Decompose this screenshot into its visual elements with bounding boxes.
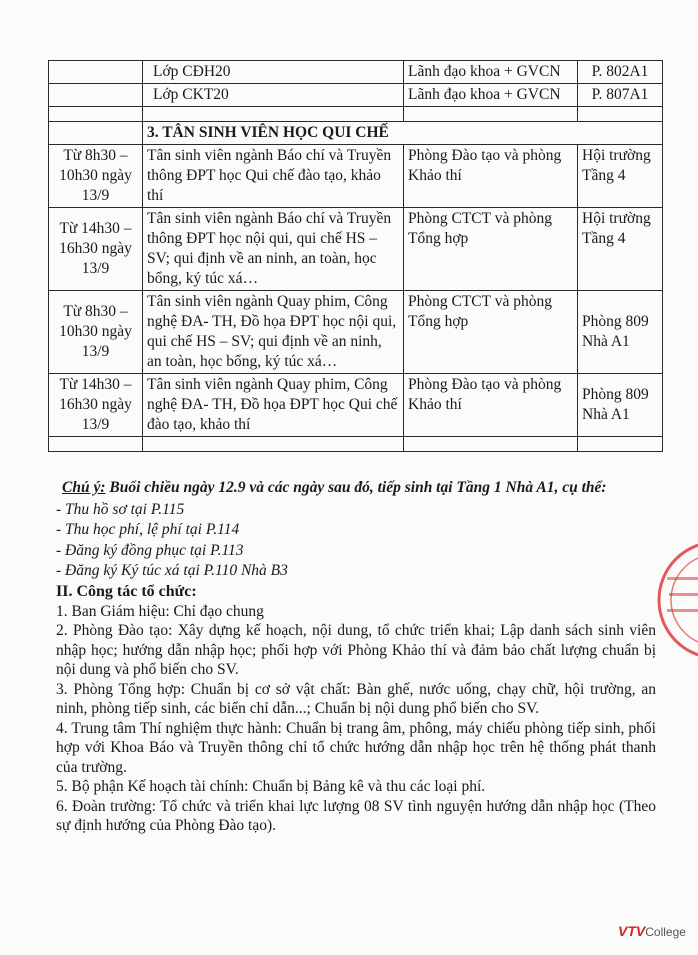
unit-cell: Lãnh đạo khoa + GVCN (404, 61, 578, 84)
table-row (49, 61, 663, 84)
time-cell (49, 84, 143, 107)
time-cell: Từ 8h30 – 10h30 ngày 13/9 (49, 145, 143, 208)
table-row (49, 145, 663, 208)
content-cell: Tân sinh viên ngành Báo chí và Truyền thông ĐPT học Qui chế đào tạo, khảo thí (143, 145, 404, 208)
note-heading (56, 478, 656, 498)
notes-block (56, 478, 656, 836)
unit-cell: Phòng Đào tạo và phòng Khảo thí (404, 374, 578, 437)
content-cell: Lớp CKT20 (143, 84, 404, 107)
section-heading: 3. TÂN SINH VIÊN HỌC QUI CHẾ (143, 122, 663, 145)
stamp-icon (655, 535, 698, 665)
place-cell: Phòng 809 Nhà A1 (578, 374, 663, 437)
unit-cell: Phòng CTCT và phòng Tổng hợp (404, 291, 578, 374)
logo-suffix: College (645, 925, 686, 939)
list-item: - Thu hồ sơ tại P.115 (56, 500, 185, 518)
brand-logo (618, 923, 686, 943)
table-row (49, 374, 663, 437)
unit-cell: Phòng CTCT và phòng Tổng hợp (404, 208, 578, 291)
section-row (49, 122, 663, 145)
section-title: II. Công tác tổ chức: (56, 582, 197, 600)
logo-brand: VTV (618, 923, 646, 939)
table-row-blank (49, 437, 663, 452)
task-list (56, 602, 656, 836)
place-cell: Phòng 809 Nhà A1 (578, 291, 663, 374)
time-cell (49, 61, 143, 84)
time-cell: Từ 8h30 – 10h30 ngày 13/9 (49, 291, 143, 374)
content-cell: Tân sinh viên ngành Quay phim, Công nghệ ĐA- TH, Đồ họa ĐPT học nội qui, qui chế HS – SV; qui định về an ninh, an toàn, học bổng, ký túc xá… (143, 291, 404, 374)
table-row-blank (49, 107, 663, 122)
time-cell: Từ 14h30 – 16h30 ngày 13/9 (49, 208, 143, 291)
unit-cell: Phòng Đào tạo và phòng Khảo thí (404, 145, 578, 208)
list-item: 4. Trung tâm Thí nghiệm thực hành: Chuẩn bị trang âm, phông, máy chiếu phòng tiếp sinh, phối hợp với Khoa Báo và Truyền thông chỉ tổ chức hướng dẫn nhập học trên hệ thống phát thanh của trường. (56, 719, 656, 776)
table-row (49, 84, 663, 107)
list-item: 6. Đoàn trường: Tổ chức và triển khai lực lượng 08 SV tình nguyện hướng dẫn nhập học (Theo sự định hướng của Phòng Đào tạo). (56, 797, 656, 834)
place-cell: Hội trường Tầng 4 (578, 145, 663, 208)
list-item: 5. Bộ phận Kế hoạch tài chính: Chuẩn bị Bảng kê và thu các loại phí. (56, 778, 486, 795)
note-text: Buổi chiều ngày 12.9 và các ngày sau đó, tiếp sinh tại Tầng 1 Nhà A1, cụ thể: (105, 479, 607, 496)
list-item: - Đăng ký Ký túc xá tại P.110 Nhà B3 (56, 562, 288, 579)
note-label: Chú ý: (62, 479, 106, 496)
note-list (56, 500, 656, 582)
schedule-table (48, 60, 663, 452)
time-cell: Từ 14h30 – 16h30 ngày 13/9 (49, 374, 143, 437)
content-cell: Lớp CĐH20 (143, 61, 404, 84)
content-cell: Tân sinh viên ngành Quay phim, Công nghệ ĐA- TH, Đồ họa ĐPT học Qui chế đào tạo, khảo thí (143, 374, 404, 437)
list-item: 3. Phòng Tổng hợp: Chuẩn bị cơ sở vật chất: Bàn ghế, nước uống, chạy chữ, hội trường, an ninh, phòng tiếp sinh, các biển chỉ dẫn...; Chuẩn bị nội dung phổ biến cho SV. (56, 680, 656, 717)
place-cell: P. 802A1 (578, 61, 663, 84)
place-cell: P. 807A1 (578, 84, 663, 107)
place-cell: Hội trường Tầng 4 (578, 208, 663, 291)
table-row (49, 208, 663, 291)
unit-cell: Lãnh đạo khoa + GVCN (404, 84, 578, 107)
list-item: 1. Ban Giám hiệu: Chỉ đạo chung (56, 602, 264, 620)
list-item: - Thu học phí, lệ phí tại P.114 (56, 521, 240, 538)
table-row (49, 291, 663, 374)
list-item: - Đăng ký đồng phục tại P.113 (56, 541, 244, 559)
list-item: 2. Phòng Đào tạo: Xây dựng kế hoạch, nội dung, tổ chức triển khai; Lập danh sách sinh viên nhập học; hướng dẫn nhập học; phối hợp với Phòng Khảo thí và đảm bảo chất lượng chuẩn bị nội dung và phổ biến cho SV. (56, 622, 656, 678)
content-cell: Tân sinh viên ngành Báo chí và Truyền thông ĐPT học nội qui, qui chế HS – SV; qui định về an ninh, an toàn, học bổng, ký túc xá… (143, 208, 404, 291)
